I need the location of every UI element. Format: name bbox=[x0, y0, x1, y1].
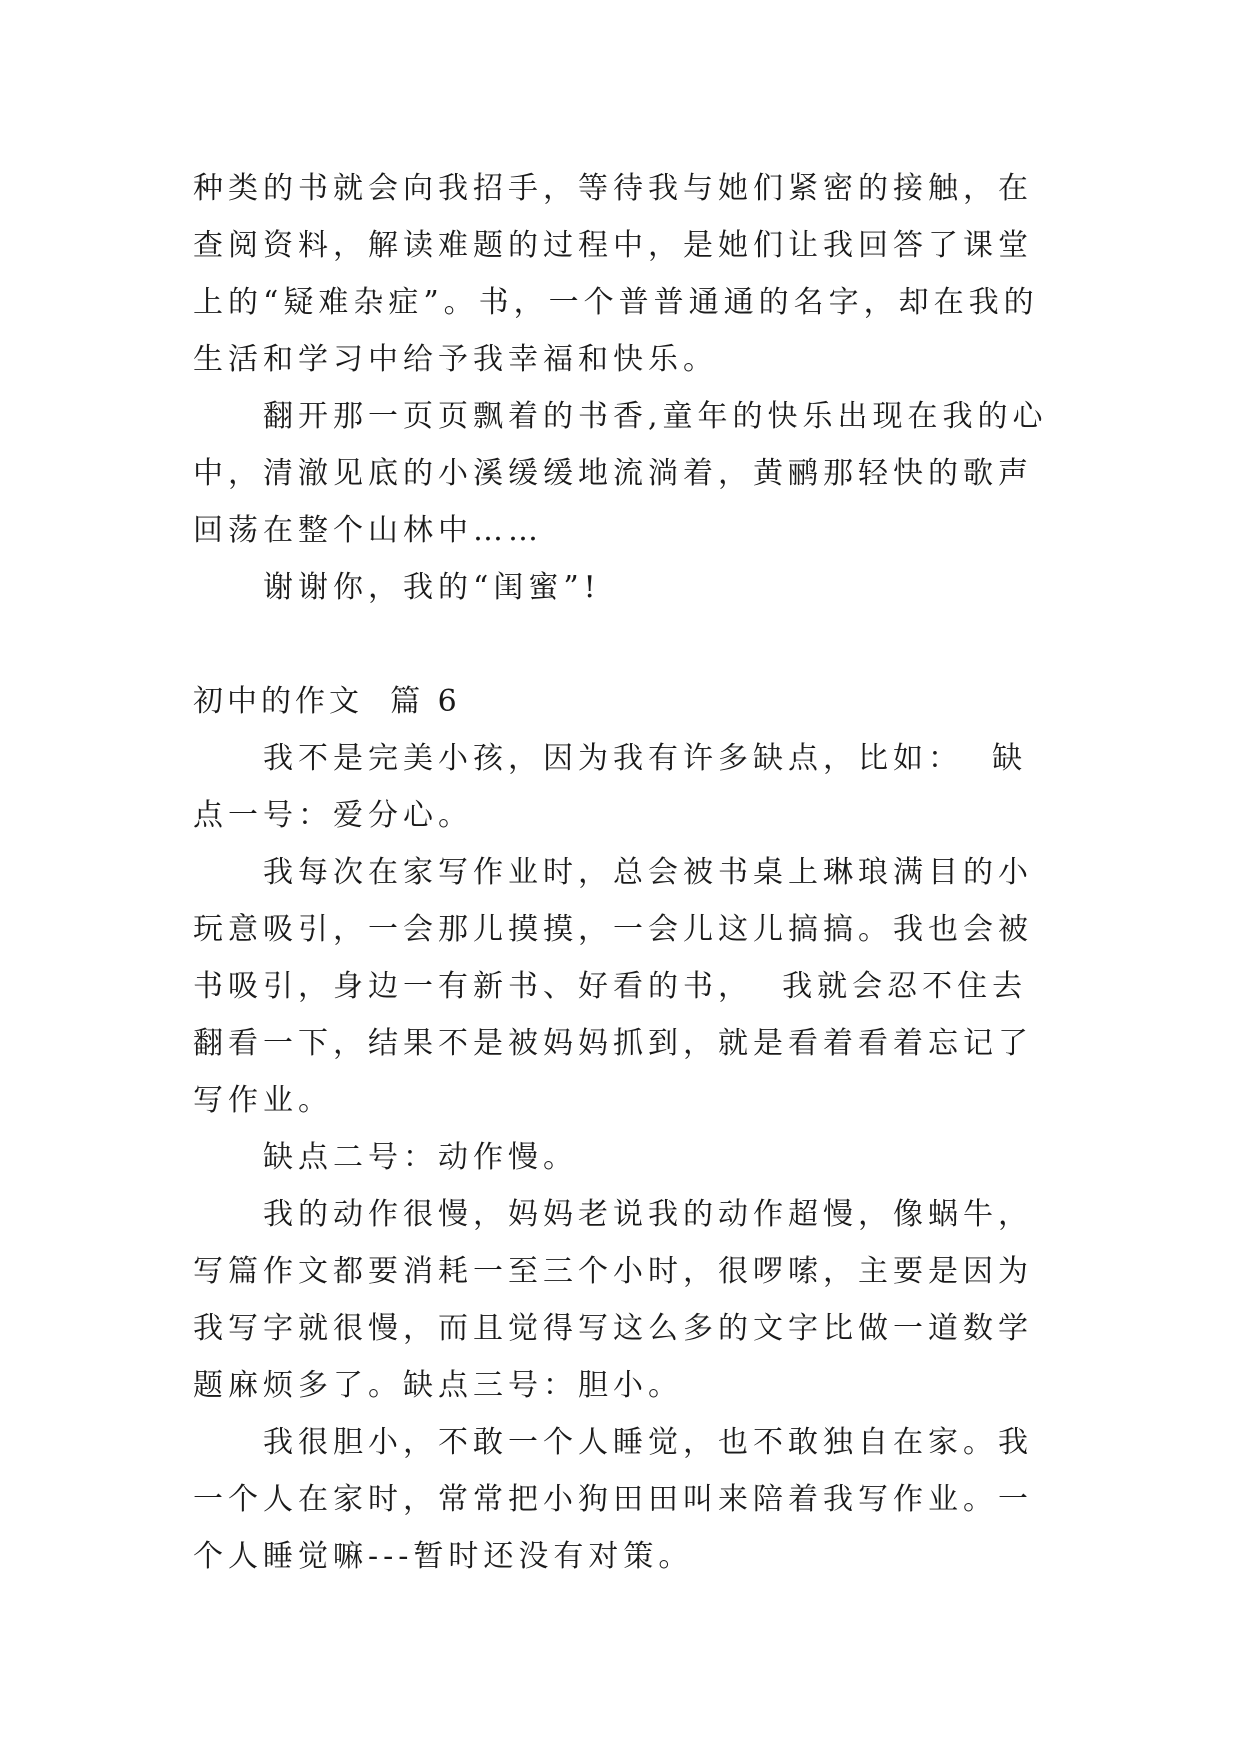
paragraph-flaw-two: 缺点二号：动作慢。 bbox=[263, 1140, 578, 1175]
paragraph-childhood-joy: 翻开那一页页飘着的书香,童年的快乐出现在我的心中，清澈见底的小溪缓缓地流淌着，黄鹂那轻快的歌声回荡在整个山林中…… bbox=[193, 399, 1048, 548]
paragraph-thanks: 谢谢你，我的“闺蜜”! bbox=[263, 570, 601, 605]
paragraph-slow: 我的动作很慢，妈妈老说我的动作超慢，像蜗牛，写篇作文都要消耗一至三个小时，很啰嗦，主要是因为我写字就很慢，而且觉得写这么多的文字比做一道数学题麻烦多了。缺点三号：胆小。 bbox=[193, 1197, 1033, 1403]
paragraph-books-help: 种类的书就会向我招手，等待我与她们紧密的接触，在查阅资料，解读难题的过程中，是她们让我回答了课堂上的“疑难杂症”。书，一个普普通通的名字，却在我的生活和学习中给予我幸福和快乐。 bbox=[193, 171, 1039, 377]
section-gap bbox=[193, 616, 1053, 673]
document-page bbox=[193, 160, 1053, 1585]
paragraph-distracted: 我每次在家写作业时，总会被书桌上琳琅满目的小玩意吸引，一会那儿摸摸，一会儿这儿搞搞。我也会被书吸引，身边一有新书、好看的书， 我就会忍不住去翻看一下，结果不是被妈妈抓到，就是看着看着忘记了写作业。 bbox=[193, 855, 1033, 1118]
paragraph-not-perfect: 我不是完美小孩，因为我有许多缺点，比如： 缺点一号：爱分心。 bbox=[193, 741, 1028, 833]
paragraph-timid: 我很胆小，不敢一个人睡觉，也不敢独自在家。我一个人在家时，常常把小狗田田叫来陪着我写作业。一个人睡觉嘛---暂时还没有对策。 bbox=[193, 1425, 1033, 1574]
section-heading: 初中的作文 篇 6 bbox=[193, 684, 461, 719]
